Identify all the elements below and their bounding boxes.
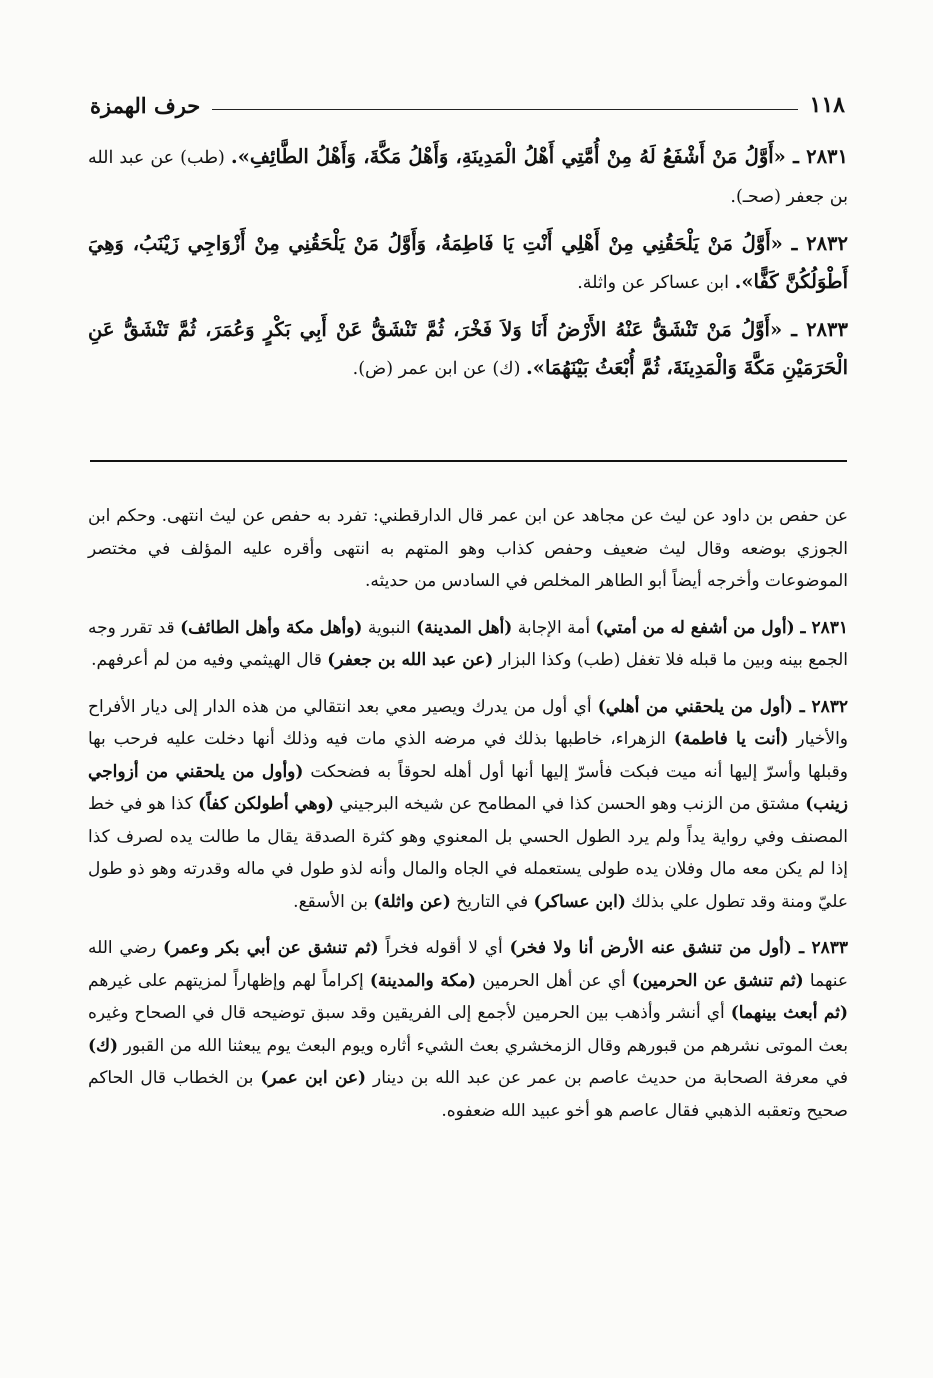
- commentary-quote: (مكة والمدينة): [369, 970, 477, 991]
- hadith-source: ابن عساكر عن واثلة.: [577, 273, 735, 293]
- hadith-text-section: [88, 138, 848, 397]
- commentary-2831: [88, 612, 848, 677]
- page-number: ١١٨: [809, 92, 845, 118]
- hadith-2833: [88, 311, 848, 388]
- hadith-source: (طب) عن عبد الله بن جعفر (صحـ).: [88, 148, 848, 207]
- commentary-text: أمة الإجابة: [512, 617, 596, 638]
- commentary-2832: [88, 691, 848, 919]
- commentary-quote: (ثم تنشق عن أبي بكر وعمر): [163, 938, 379, 958]
- commentary-text: في معرفة الصحابة من حديث عاصم بن عمر عن عبد الله بن دينار: [366, 1068, 848, 1088]
- commentary-text: أي لا أقوله فخراً: [378, 938, 510, 958]
- commentary-text: قد تقرر وجه الجمع بينه وبين ما قبله فلا تغفل (طب) وكذا البزار: [88, 617, 848, 670]
- commentary-text: أي أنشر وأذهب بين الحرمين لأجمع إلى الفريقين وقد سبق توضيحه قال في الصحاح وغيره بعث الموتى نشرهم من قبورهم وقال الزمخشري بعث الشيء أثاره ويوم البعث يوم يبعثنا الله من القبور: [88, 1003, 848, 1056]
- commentary-quote: (ك): [88, 1035, 119, 1056]
- commentary-text: بن الخطاب قال الحاكم صحيح وتعقبه الذهبي فقال عاصم هو أخو عبيد الله ضعفوه.: [88, 1068, 848, 1121]
- commentary-text: أي أول من يدرك ويصير معي بعد انتقالي من هذه الدار إلى ديار الأفراح والأخيار: [88, 696, 849, 749]
- commentary-quote: (ابن عساكر): [533, 891, 626, 912]
- commentary-quote: (وأهل مكة وأهل الطائف): [180, 617, 363, 638]
- hadith-2831: [88, 138, 848, 216]
- commentary-quote: (ثم تنشق عن الحرمين): [631, 970, 804, 991]
- commentary-2833: [88, 932, 848, 1127]
- commentary-text: كذا هو في خط المصنف وفي رواية يداً ولم يرد الطول الحسي بل المعنوي وهو كثرة الصدقة يقال ما طالت يده لصرف كذا إذا لم يكن معه مال وفلان يده طولى يستعمله في الجاه والمال وأنه لذو طول في ماله وقدرته وهو ذو طول عليّ ومنة وقد تطول علي بذلك: [88, 794, 848, 912]
- commentary-text: في التاريخ: [450, 891, 534, 912]
- hadith-body: «أَوَّلُ مَنْ يَلْحَقُنِي مِنْ أَهْلِي أَنْتِ يَا فَاطِمَةُ، وَأَوَّلُ مَنْ يَلْحَقُنِي مِنْ أَزْوَاجِي زَيْنَبُ، وَهِيَ أَطْوَلُكُنَّ كَفًّا».: [88, 232, 848, 293]
- commentary-text: الزهراء، خاطبها بذلك في مرضه الذي مات فيه وذلك أنها دخلت عليه فرحب بها وقبلها وأسرّ إليها أنه ميت فبكت فأسرّ إليها أنها أول أهله لحوقاً به فضحكت: [88, 729, 848, 782]
- commentary-quote: (أنت يا فاطمة): [673, 729, 789, 749]
- section-divider: [90, 460, 847, 462]
- commentary-text: قال الهيثمي وفيه من لم أعرفهم.: [91, 650, 328, 670]
- commentary-quote: (وأول من يلحقني من أزواجي زينب): [88, 761, 849, 814]
- commentary-text: أي عن أهل الحرمين: [476, 970, 632, 991]
- commentary-quote: (أهل المدينة): [416, 617, 513, 638]
- commentary-section: [88, 500, 848, 1141]
- commentary-quote: ٢٨٣١ ـ (أول من أشفع له من أمتي): [595, 617, 849, 638]
- page-header: [90, 78, 845, 118]
- hadith-source: (ك) عن ابن عمر (ض).: [352, 359, 526, 379]
- commentary-text: رضي الله عنهما: [88, 938, 848, 991]
- commentary-text: مشتق من الزنب وهو الحسن كذا في المطامح عن شيخه البرجيني: [333, 794, 806, 814]
- hadith-2832: [88, 225, 848, 302]
- commentary-text: النبوية: [362, 617, 417, 638]
- commentary-text: بن الأسقع.: [293, 891, 374, 912]
- hadith-number: ٢٨٣٢ ـ: [782, 232, 848, 255]
- hadith-number: ٢٨٣١ ـ: [785, 145, 848, 168]
- hadith-number: ٢٨٣٣ ـ: [782, 318, 848, 341]
- commentary-quote: ٢٨٣٢ ـ (أول من يلحقني من أهلي): [597, 696, 848, 717]
- commentary-quote: (ثم أبعث بينهما): [730, 1003, 848, 1023]
- header-rule: [212, 109, 797, 110]
- chapter-title: حرف الهمزة: [90, 93, 201, 118]
- commentary-text: إكراماً لهم وإظهاراً لمزيتهم على غيرهم: [88, 970, 370, 991]
- hadith-body: «أَوَّلُ مَنْ أَشْفَعُ لَهُ مِنْ أُمَّتِي أَهْلُ الْمَدِينَةِ، وَأَهْلُ مَكَّةَ، وَأَهْلُ الطَّائِفِ».: [230, 145, 786, 168]
- commentary-quote: ٢٨٣٣ ـ (أول من تنشق عنه الأرض أنا ولا فخر): [509, 938, 848, 958]
- commentary-quote: (عن ابن عمر): [260, 1068, 367, 1088]
- commentary-quote: (عن عبد الله بن جعفر): [327, 650, 494, 670]
- commentary-quote: (عن واثلة): [373, 891, 451, 912]
- hadith-body: «أَوَّلُ مَنْ تَنْشَقُّ عَنْهُ الأَرْضُ أَنَا وَلاَ فَخْرَ، ثُمَّ تَنْشَقُّ عَنْ أَبِي بَكْرٍ وَعُمَرَ، ثُمَّ تَنْشَقُّ عَنِ الْحَرَمَيْنِ مَكَّةَ وَالْمَدِينَةَ، ثُمَّ أُبْعَثُ بَيْنَهُمَا».: [88, 318, 848, 379]
- commentary-continuation: عن حفص بن داود عن ليث عن مجاهد عن ابن عمر قال الدارقطني: تفرد به حفص عن ليث انتهى. وحكم ابن الجوزي بوضعه وقال ليث ضعيف وحفص كذاب وهو المتهم به انتهى وأقره عليه المؤلف في مختصر الموضوعات وأخرجه أيضاً أبو الطاهر المخلص في السادس من حديثه.: [88, 506, 848, 591]
- commentary-quote: (وهي أطولكن كفاً): [198, 794, 334, 814]
